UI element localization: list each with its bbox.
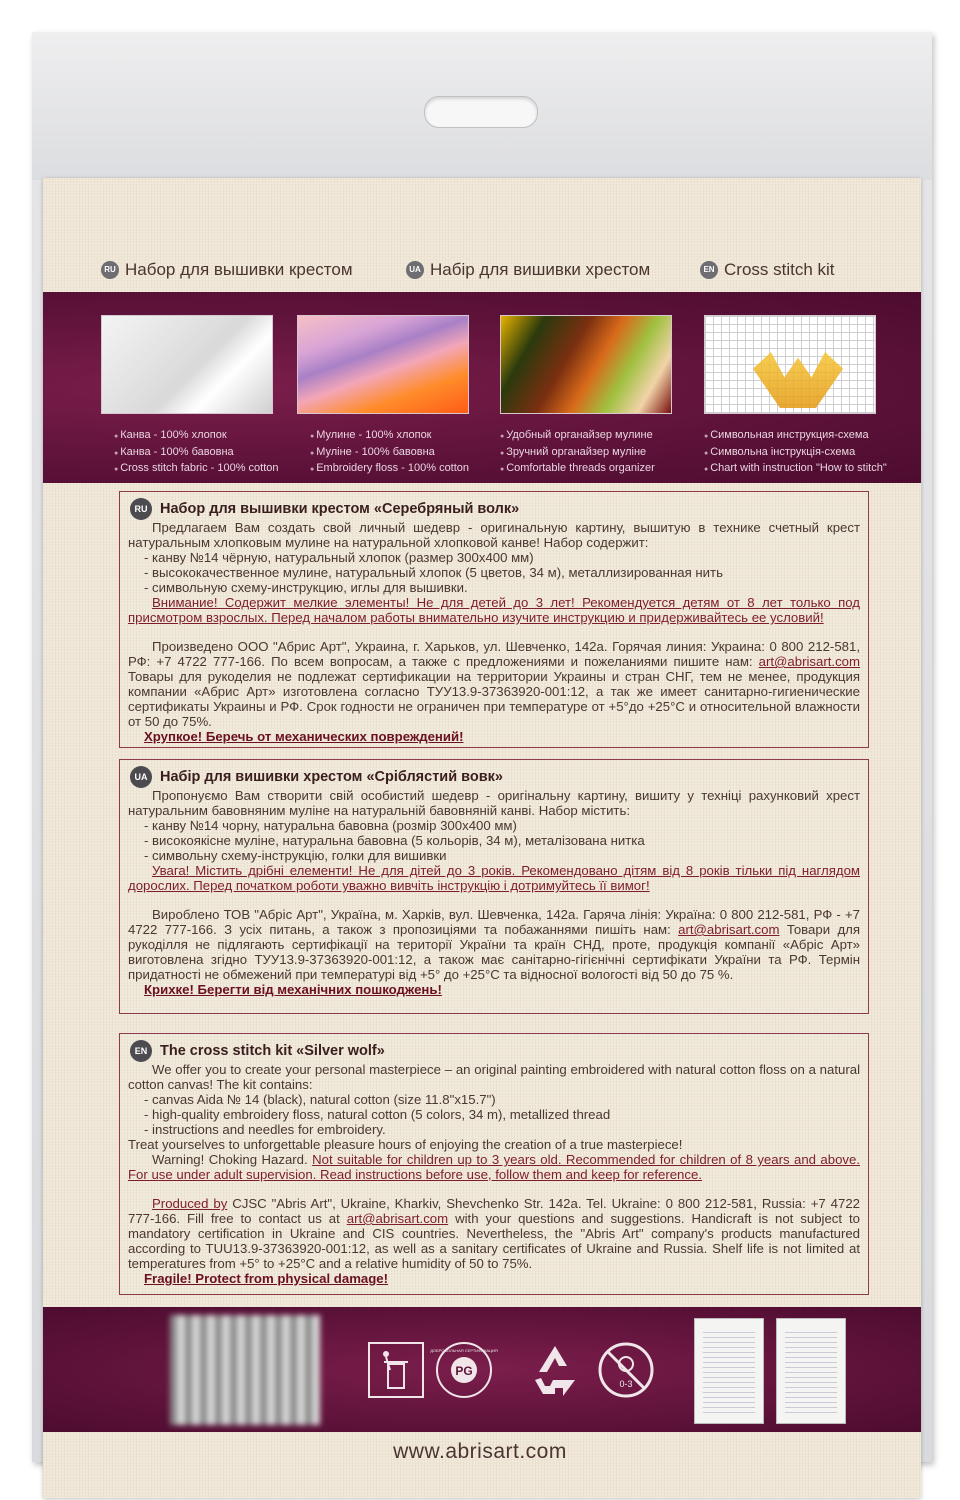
website-url[interactable]: www.abrisart.com <box>393 1440 567 1463</box>
en-warning: Not suitable for children up to 3 years old. Recommended for children of 8 years and above. For use under adult supervision. Read instructions before use, follow them and keep for reference. <box>128 1152 861 1182</box>
pct-certification-icon <box>430 1340 498 1400</box>
ua-item: - канву №14 чорну, натуральна бавовна (розмір 300х400 мм) <box>144 818 517 833</box>
caption-line: ● Удобный органайзер мулине <box>500 428 655 445</box>
en-maker-pre: CJSC "Abris Art", Ukraine, Kharkiv, Shevchenko Str. 142a. Tel. Ukraine: 0 800 212-581, Russia: +7 4722 777-166. Fill free to contact us at <box>128 1196 861 1226</box>
caption-line: ● Comfortable threads organizer <box>500 461 655 478</box>
certificate-image-1 <box>694 1318 764 1424</box>
pct-ring-text: ДОБРОВОЛЬНАЯ СЕРТИФИКАЦИЯ <box>430 1348 498 1353</box>
ua-maker-post: Товари для рукоділля не підлягають сертифікації на території України та країн СНД, проте, продукція компанії «Абріс Арт» виготовлена згідно ТУУ13.9-37363920-001:12, а також має санітарно-гігієнічні сертифікати України та РФ. Термін придатності не обмежений при температурі від +5° до +25°С та відносної вологості від 50 до 75 %. <box>128 922 860 982</box>
caption-line: ● Канва - 100% хлопок <box>114 428 279 445</box>
caption-line: ● Зручний органайзер муліне <box>500 445 655 462</box>
ua-heading <box>120 760 868 788</box>
chart-photo <box>704 315 876 414</box>
ru-maker-pre: Произведено ООО "Абрис Арт", Украина, г. Харьков, ул. Шевченко, 142а. Горячая линия: Украина: 0 800 212-581, РФ: +7 4722 777-166. По всем вопросам, а также с предложениями и пожеланиями пишите нам: <box>128 639 860 669</box>
ru-warning: Внимание! Содержит мелкие элементы! Не для детей до 3 лет! Рекомендуется детям от 8 лет только под присмотром взрослых. Перед началом работы внимательно изучите инструкцию и придерживайтесь ее условий! <box>128 595 860 625</box>
en-warning-block <box>120 1152 868 1182</box>
caption-chart <box>704 428 887 478</box>
ua-box-badge: UA <box>130 766 152 788</box>
caption-line: ● Embroidery floss - 100% cotton <box>310 461 469 478</box>
ru-item: - символьную схему-инструкцию, иглы для вышивки. <box>144 580 468 595</box>
caption-canvas <box>114 428 279 478</box>
ru-heading <box>120 492 868 520</box>
en-intro: We offer you to create your personal masterpiece – an original painting embroidered with natural cotton floss on a natural cotton canvas! The kit contains: <box>128 1062 860 1092</box>
ua-maker-pre: Вироблено ТОВ "Абріс Арт", Україна, м. Харків, вул. Шевченка, 142а. Гаряча лінія: Україна: 0 800 212-581, РФ - +7 4722 777-166. З усіх питань, а також з пропозиціями та побажаннями пишіть нам: <box>128 907 860 937</box>
en-warning-pre: Warning! Choking Hazard. <box>152 1152 308 1167</box>
en-heading-text: The cross stitch kit «Silver wolf» <box>160 1043 385 1059</box>
ru-heading-text: Набор для вышивки крестом «Серебряный волк» <box>160 501 520 517</box>
ru-email-link[interactable]: art@abrisart.com <box>758 654 860 669</box>
caption-line: ● Канва - 100% бавовна <box>114 445 279 462</box>
title-en-text: Cross stitch kit <box>724 260 835 279</box>
caption-organizer <box>500 428 655 478</box>
title-ua <box>406 260 650 280</box>
ru-item: - высококачественное мулине, натуральный хлопок (5 цветов, 34 м), металлизированная нить <box>144 565 723 580</box>
ua-warning: Увага! Містить дрібні елементи! Не для дітей до 3 років. Рекомендовано дітям від 8 років тільки під наглядом дорослих. Перед початком роботи уважно вивчіть інструкцію і дотримуйтесь її вимог! <box>128 863 860 893</box>
en-heading <box>120 1034 868 1062</box>
ua-heading-text: Набір для вишивки хрестом «Сріблястий вовк» <box>160 769 503 785</box>
en-item: - canvas Aida № 14 (black), natural cotton (size 11.8"x15.7") <box>144 1092 496 1107</box>
caption-line: ● Cross stitch fabric - 100% cotton <box>114 461 279 478</box>
recycle-icon <box>525 1340 585 1400</box>
ru-fragile: Хрупкое! Беречь от механических повреждений! <box>144 729 464 744</box>
certificate-image-2 <box>776 1318 846 1424</box>
en-maker <box>120 1196 868 1271</box>
ua-item: - високоякісне муліне, натуральна бавовна (5 кольорів, 34 м), металізована нитка <box>144 833 645 848</box>
age-label: 0-3 <box>619 1379 633 1389</box>
ua-email-link[interactable]: art@abrisart.com <box>678 922 780 937</box>
caption-line: ● Мулине - 100% хлопок <box>310 428 469 445</box>
caption-line: ● Муліне - 100% бавовна <box>310 445 469 462</box>
caption-line: ● Chart with instruction "How to stitch" <box>704 461 887 478</box>
ua-badge: UA <box>406 261 424 279</box>
en-fragile: Fragile! Protect from physical damage! <box>144 1271 389 1286</box>
caption-line: ● Символьная инструкция-схема <box>704 428 887 445</box>
title-ua-text: Набір для вишивки хрестом <box>430 260 651 279</box>
en-item: - instructions and needles for embroidery. <box>144 1122 386 1137</box>
en-email-link[interactable]: art@abrisart.com <box>346 1211 449 1226</box>
ru-maker-post: Товары для рукоделия не подлежат сертификации на территории Украины и стран СНГ, тем не менее, продукция компании «Абрис Арт» изготовлена согласно ТУУ13.9-37363920-001:12, а так же имеет санитарно-гигиенические сертификаты Украины и РФ. Срок годности не ограничен при температуре от +5°до +25°С и относительной влажности от 50 до 75%. <box>128 669 860 729</box>
ru-description-box <box>119 491 869 748</box>
ua-intro: Пропонуємо Вам створити свій особистий шедевр - оригінальну картину, вишиту у техніці рахунковий хрест натуральним бавовняним муліне на натуральній бавовняній канві. Набор містить: <box>128 788 860 818</box>
ua-description-box <box>119 759 869 1014</box>
en-treat: Treat yourselves to unforgettable pleasure hours of enjoying the creation of a true masterpiece! <box>128 1137 683 1152</box>
kit-title-row <box>0 260 960 282</box>
en-box-badge: EN <box>130 1040 152 1062</box>
hang-hole <box>424 96 538 128</box>
trash-bin-icon <box>366 1340 426 1400</box>
floss-photo <box>297 315 469 414</box>
canvas-photo <box>101 315 273 414</box>
ua-item: - символьну схему-інструкцію, голки для вишивки <box>144 848 447 863</box>
en-badge: EN <box>700 261 718 279</box>
caption-line: ● Символьна інструкція-схема <box>704 445 887 462</box>
ru-box-badge: RU <box>130 498 152 520</box>
title-ru-text: Набор для вышивки крестом <box>125 260 353 279</box>
caption-floss <box>310 428 469 478</box>
ru-badge: RU <box>101 261 119 279</box>
pct-mark-text: PG <box>455 1364 473 1378</box>
en-description-box <box>119 1033 869 1295</box>
en-item: - high-quality embroidery floss, natural cotton (5 colors, 34 m), metallized thread <box>144 1107 611 1122</box>
barcode-blurred <box>170 1315 320 1425</box>
en-produced-by: Produced by <box>152 1196 228 1211</box>
ua-maker <box>120 907 868 982</box>
en-maker-post: with your questions and suggestions. Handicraft is not subject to mandatory certification in Ukraine and CIS countries. Nevertheless, the "Abris Art" company's products manufactured according to TUU13.9-37363920-001:12, as well as a sanitary certificates of Ukraine and Russia. Shelf life is not limited at temperatures from +5° to +25°C and a relative humidity of 50 to 75%. <box>128 1211 861 1271</box>
ru-item: - канву №14 чёрную, натуральный хлопок (размер 300х400 мм) <box>144 550 534 565</box>
ua-fragile: Крихке! Берегти від механічних пошкоджень! <box>144 982 442 997</box>
ru-maker <box>120 639 868 729</box>
title-ru <box>101 260 353 280</box>
organizer-photo <box>500 315 672 414</box>
ru-intro: Предлагаем Вам создать свой личный шедевр - оригинальную картину, вышитую в технике счетный крест натуральным хлопковым мулине на натуральной хлопковой канве! Набор содержит: <box>128 520 860 550</box>
title-en <box>700 260 835 280</box>
age-restriction-icon <box>596 1340 656 1400</box>
